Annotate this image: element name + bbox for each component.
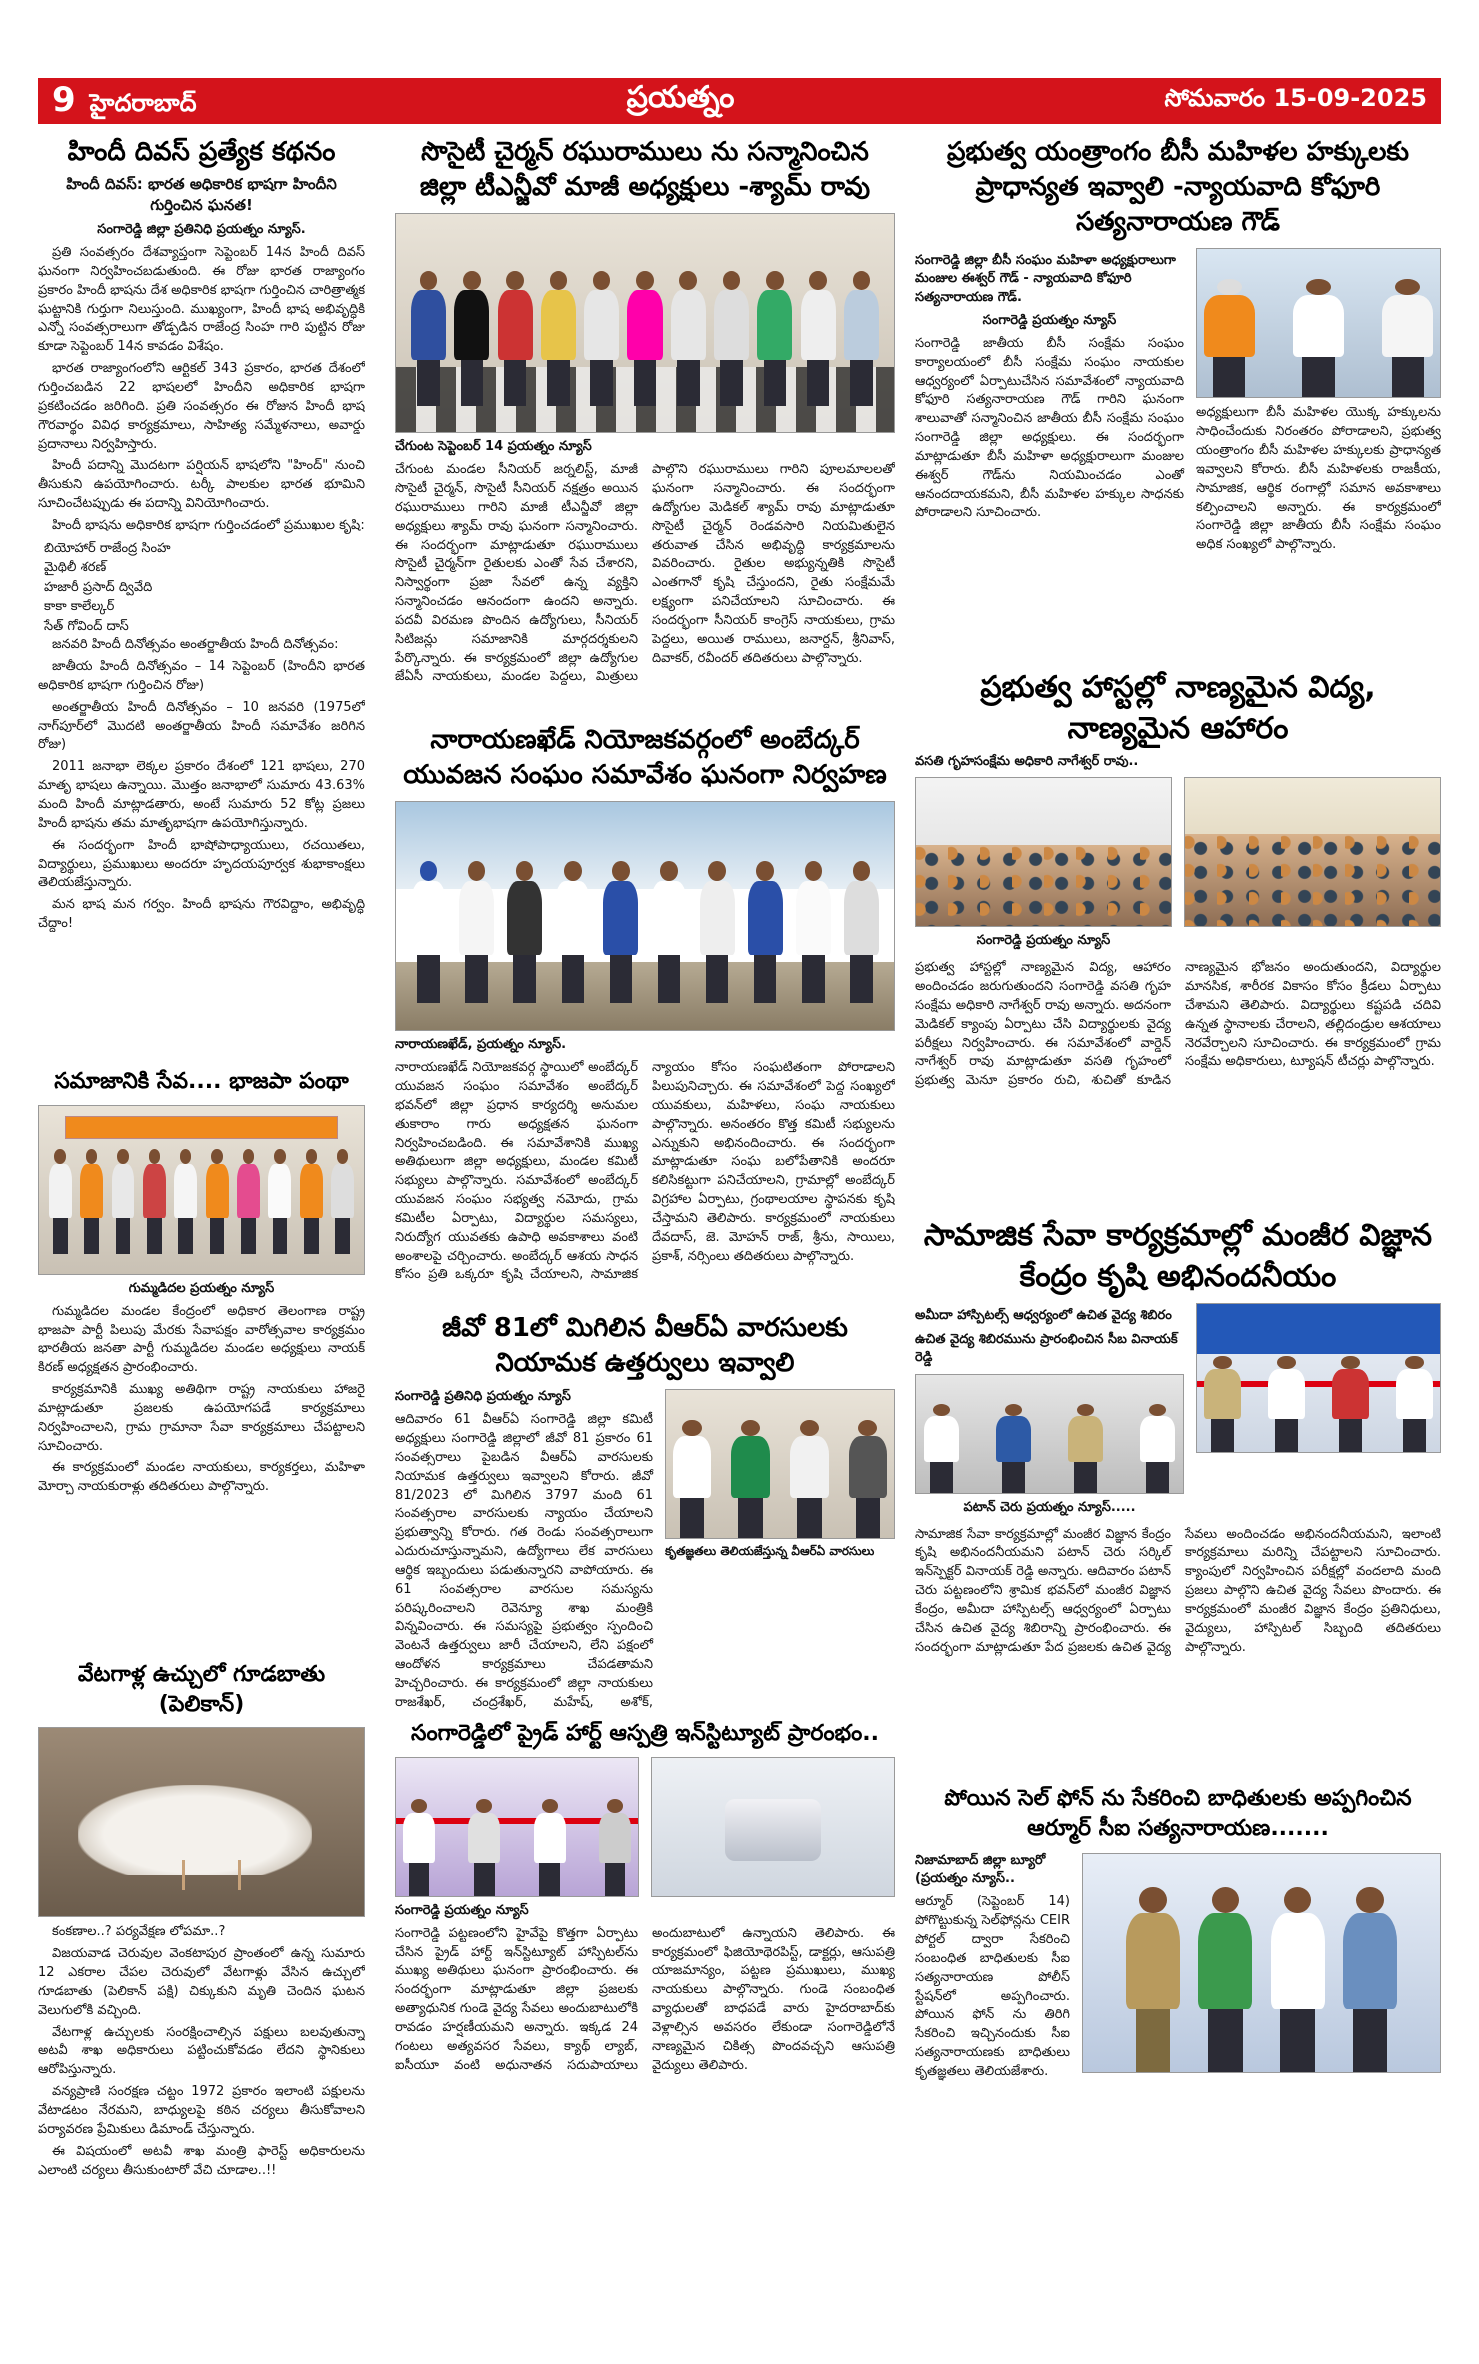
paragraph: విజయవాడ చెరువుల వెంకటాపుర ప్రాంతంలో ఉన్న సుమారు 12 ఎకరాల చేపల చెరువులో వేటగాళ్లు వేసిన ఉచ్చులో గూడబాతు (పెలికాన్ పక్షి) చిక్కుకుని మృతి చెందిన ఘటన వెలుగులోకి వచ్చింది. bbox=[38, 1946, 365, 2018]
headline: సొసైటీ చైర్మన్ రఘురాములు ను సన్మానించిన జిల్లా టీఎన్జీవో మాజీ అధ్యక్షులు -శ్యామ్ రావు bbox=[419, 137, 871, 203]
kicker: హిందీ దివస్: భారత అధికారిక భాషగా హిందీని గుర్తించిన ఘనత! bbox=[66, 175, 337, 215]
byline: చేగుంట సెప్టెంబర్ 14 ప్రయత్నం న్యూస్ bbox=[395, 439, 592, 455]
list-item: కాకా కాలేల్కర్ bbox=[44, 599, 115, 615]
phone-handover-photo bbox=[1082, 1853, 1441, 2073]
byline: సంగారెడ్డి ప్రయత్నం న్యూస్ bbox=[976, 933, 1111, 949]
paragraph: హిందీ భాషను అధికారిక భాషగా గుర్తించడంలో ప్రముఖుల కృషి: bbox=[52, 517, 365, 533]
hostel-right bbox=[1184, 777, 1441, 955]
list-item: హజారీ ప్రసాద్ ద్వివేది bbox=[44, 579, 153, 595]
article-go81 bbox=[395, 1311, 895, 1711]
photo-caption: కృతజ్ఞతలు తెలియజేస్తున్న వీఆర్ఏ వారసులు bbox=[665, 1544, 875, 1559]
society-group-photo bbox=[395, 213, 895, 433]
manjeera-right bbox=[1196, 1303, 1441, 1522]
go81-photo bbox=[665, 1389, 895, 1539]
article-body bbox=[38, 1303, 365, 1497]
bc-text-right bbox=[1196, 248, 1441, 555]
kicker: అమీదా హాస్పిటల్స్ ఆధ్వర్యంలో ఉచిత వైద్య శిబిరం bbox=[915, 1308, 1172, 1323]
list-item: మైథిలీ శరణ్ bbox=[44, 560, 107, 576]
article-body: ప్రభుత్వ హాస్టల్లో నాణ్యమైన విద్య, ఆహారం అందించడం జరుగుతుందని సంగారెడ్డి వసతి గృహ సంక్షేమ అధికారి నాగేశ్వర్ రావు అన్నారు. అదనంగా మెడికల్ క్యాంపు ఏర్పాటు చేసి విద్యార్థులకు వైద్య పరీక్షలు నిర్వహించారు. ఈ సమావేశంలో వార్డెన్ నాగేశ్వర్ రావు మాట్లాడుతూ వసతి గృహంలో ప్రభుత్వ మెనూ ప్రకారం రుచి, శుచితో కూడిన నాణ్యమైన భోజనం అందుతుందని, విద్యార్థుల మానసిక, శారీరక వికాసం కోసం క్రీడలు ఏర్పాటు చేశామని తెలిపారు. విద్యార్థులు కష్టపడి చదివి ఉన్నత స్థానాలకు చేరాలని, తల్లిదండ్రుల ఆశయాలు నెరవేర్చాలని సూచించారు. ఈ కార్యక్రమంలో గ్రామ సంక్షేమ అధికారులు, ట్యూషన్ టీచర్లు పాల్గొన్నారు. bbox=[915, 960, 1441, 1089]
paragraph: కంకణాల..? పర్యవేక్షణ లోపమా..? bbox=[52, 1924, 226, 1940]
paragraph: ఈ కార్యక్రమంలో మండల నాయకులు, కార్యకర్తలు, మహిళా మోర్చా నాయకురాళ్లు తదితరులు పాల్గొన్నారు. bbox=[38, 1460, 365, 1495]
article-body: సంగారెడ్డి జాతీయ బీసీ సంక్షేమ సంఘం కార్యాలయంలో బీసీ సంక్షేమ సంఘం నాయకుల ఆధ్వర్యంలో ఏర్పాటుచేసిన సమావేశంలో న్యాయవాది కోఫూరి సత్యనారాయణ గౌడ్ గారిని ఘనంగా శాలువాతో సన్మానించిన జాతీయ బీసీ సంక్షేమ సంఘం సంగారెడ్డి జిల్లా అధ్యక్షులు. ఈ సందర్భంగా మాట్లాడుతూ బీసీ మహిళా అధ్యక్షురాలుగా మంజుల ఈశ్వర్ గౌడ్‌ను నియమించడం ఎంతో ఆనందదాయకమని, బీసీ మహిళల హక్కుల సాధనకు పోరాడాలని సూచించారు. bbox=[915, 335, 1184, 521]
hostel-content bbox=[915, 777, 1441, 955]
phone-content bbox=[915, 1853, 1441, 2081]
phone-text bbox=[915, 1853, 1070, 2081]
hostel-left bbox=[915, 777, 1172, 955]
manjeera-content bbox=[915, 1303, 1441, 1522]
edition-date: సోమవారం 15-09-2025 bbox=[1164, 84, 1427, 112]
article-body: ఆర్మూర్ (సెప్టెంబర్ 14) పోగొట్టుకున్న సెల్‌ఫోన్లను CEIR పోర్టల్ ద్వారా సేకరించి సంబంధిత బాధితులకు సీఐ సత్యనారాయణ పోలీస్ స్టేషన్‌లో అప్పగించారు. పోయిన ఫోన్ ను తిరిగి సేకరించి ఇచ్చినందుకు సీఐ సత్యనారాయణకు బాధితులు కృతజ్ఞతలు తెలియజేశారు. bbox=[915, 1894, 1070, 2079]
paragraph: గుమ్మడిదల మండల కేంద్రంలో అధికార తెలంగాణ రాష్ట్ర భాజపా పార్టీ పిలుపు మేరకు సేవాపక్షం వారోత్సవాల కార్యక్రమం భారతీయ జనతా పార్టీ గుమ్మడిదల మండల అధ్యక్షులు నాయక్ కిరణ్ అధ్యక్షతన ప్రారంభించారు. bbox=[38, 1303, 365, 1376]
paragraph: 2011 జనాభా లెక్కల ప్రకారం దేశంలో 121 భాషలు, 270 మాతృ భాషలు ఉన్నాయి. మొత్తం జనాభాలో సుమారు 43.63% మంది హిందీ మాట్లాడతారు, అంటే సుమారు 52 కోట్ల ప్రజలు హిందీ భాషను తమ మాతృభాషగా ఉపయోగిస్తున్నారు. bbox=[38, 759, 365, 831]
edition-city: హైదరాబాద్ bbox=[89, 88, 197, 117]
go81-photo-block bbox=[665, 1389, 895, 1711]
masthead-left bbox=[52, 80, 197, 123]
bc-content bbox=[915, 248, 1441, 555]
byline: సంగారెడ్డి ప్రయత్నం న్యూస్ bbox=[982, 312, 1117, 328]
bc-text-left bbox=[915, 248, 1184, 555]
article-bjp-seva bbox=[38, 1067, 365, 1652]
bjp-group-photo bbox=[38, 1105, 365, 1275]
paragraph: వన్యప్రాణి సంరక్షణ చట్టం 1972 ప్రకారం ఇలాంటి పక్షులను వేటాడటం నేరమని, బాధ్యులపై కఠిన చర్యలు తీసుకోవాలని పర్యావరణ ప్రేమికులు డిమాండ్ చేస్తున్నారు. bbox=[38, 2084, 365, 2137]
byline: గుమ్మడిదల ప్రయత్నం న్యూస్ bbox=[128, 1280, 275, 1296]
article-body: నారాయణఖేడ్ నియోజకవర్గ స్థాయిలో అంబేద్కర్ యువజన సంఘం సమావేశం అంబేద్కర్ భవన్‌లో జిల్లా ప్రధాన కార్యదర్శి అనుమల తుకారాం గారు అధ్యక్షతన ఘనంగా నిర్వహించబడింది. ఈ సమావేశానికి ముఖ్య అతిథులుగా జిల్లా అధ్యక్షులు, మండల కమిటీ సభ్యులు పాల్గొన్నారు. సమావేశంలో అంబేద్కర్ యువజన సంఘం సభ్యత్వ నమోదు, గ్రామ కమిటీల ఏర్పాటు, విద్యార్థుల సమస్యలు, నిరుద్యోగ యువతకు ఉపాధి అవకాశాలు వంటి అంశాలపై చర్చించారు. అంబేద్కర్ ఆశయ సాధన కోసం ప్రతి ఒక్కరూ కృషి చేయాలని, సామాజిక న్యాయం కోసం సంఘటితంగా పోరాడాలని పిలుపునిచ్చారు. ఈ సమావేశంలో పెద్ద సంఖ్యలో యువకులు, మహిళలు, సంఘ నాయకులు పాల్గొన్నారు. అనంతరం కొత్త కమిటీ సభ్యులను ఎన్నుకుని అభినందించారు. ఈ సందర్భంగా మాట్లాడుతూ సంఘ బలోపేతానికి అందరూ కలిసికట్టుగా పనిచేయాలని, గ్రామాల్లో అంబేద్కర్ విగ్రహాల ఏర్పాటు, గ్రంథాలయాల స్థాపనకు కృషి చేస్తామని తెలిపారు. కార్యక్రమంలో నాయకులు దేవదాస్, జె. మోహన్ రాజ్, శ్రీను, సాయిలు, ప్రకాశ్, నర్సింలు తదితరులు పాల్గొన్నారు. bbox=[395, 1060, 895, 1283]
headline: సంగారెడ్డిలో ప్రైడ్ హార్ట్ ఆస్పత్రి ఇన్‌స్టిట్యూట్ ప్రారంభం.. bbox=[411, 1721, 879, 1746]
article-body bbox=[38, 244, 365, 536]
go81-text bbox=[395, 1389, 653, 1711]
article-ambedkar bbox=[395, 723, 895, 1303]
headline: ప్రభుత్వ యంత్రాంగం బీసీ మహిళల హక్కులకు ప్రాధాన్యత ఇవ్వాలి -న్యాయవాది కోఫూరి సత్యనారాయణ గౌడ్ bbox=[946, 137, 1409, 238]
article-cell-phone bbox=[915, 1784, 1441, 2354]
kicker: వసతి గృహసంక్షేమ అధికారి నాగేశ్వర్ రావు.. bbox=[915, 754, 1139, 769]
manjeera-left bbox=[915, 1303, 1184, 1522]
byline: సంగారెడ్డి ప్రయత్నం న్యూస్ bbox=[395, 1902, 529, 1918]
article-body-2: అధ్యక్షులుగా బీసీ మహిళల యొక్క హక్కులను సాధించేందుకు నిరంతరం పోరాడాలని, ప్రభుత్వ యంత్రాంగం బీసీ మహిళల హక్కులకు ప్రాధాన్యత ఇవ్వాలని కోరారు. బీసీ మహిళలకు రాజకీయ, సామాజిక, ఆర్థిక రంగాల్లో సమాన అవకాశాలు కల్పించాలని అన్నారు. ఈ కార్యక్రమంలో సంగారెడ్డి జిల్లా జాతీయ బీసీ సంక్షేమ సంఘం అధిక సంఖ్యలో పాల్గొన్నారు. bbox=[1196, 405, 1441, 553]
paragraph: జాతీయ హిందీ దినోత్సవం – 14 సెప్టెంబర్ (హిందీని భారత అధికారిక భాషగా గుర్తించిన రోజు) bbox=[38, 659, 365, 693]
hospital-photos bbox=[395, 1757, 895, 1897]
byline: సంగారెడ్డి ప్రతినిధి ప్రయత్నం న్యూస్ bbox=[395, 1389, 571, 1405]
column-right bbox=[915, 135, 1441, 2354]
ambedkar-group-photo bbox=[395, 801, 895, 1031]
paragraph: ప్రతి సంవత్సరం దేశవ్యాప్తంగా సెప్టెంబర్ 14న హిందీ దివస్ ఘనంగా నిర్వహించబడుతుంది. ఈ రోజు భారత రాజ్యాంగం ప్రకారం హిందీ భాషను దేశ అధికారిక భాషగా గుర్తించిన చారిత్రాత్మక ఘట్టానికి గుర్తుగా నిలుస్తుంది. ముఖ్యంగా, హిందీ భాష అభివృద్ధికి ఎన్నో సంవత్సరాలుగా తోడ్పడిన రాజేంద్ర సింహ గారి పుట్టిన రోజు కూడా సెప్టెంబర్ 14న కావడం విశేషం. bbox=[38, 245, 365, 355]
paragraph: కార్యక్రమానికి ముఖ్య అతిథిగా రాష్ట్ర నాయకులు హాజరై మాట్లాడుతూ ప్రజలకు ఉపయోగపడే కార్యక్రమాలు నిర్వహించాలని, గ్రామ గ్రామానా సేవా కార్యక్రమాలు చేపట్టాలని సూచించారు. bbox=[38, 1382, 365, 1454]
column-center bbox=[395, 135, 895, 2354]
headline: ప్రభుత్వ హాస్టల్లో నాణ్యమైన విద్య, నాణ్యమైన ఆహారం bbox=[980, 670, 1376, 746]
headline: పోయిన సెల్ ఫోన్ ను సేకరించి బాధితులకు అప్పగించిన ఆర్మూర్ సీఐ సత్యనారాయణ....... bbox=[944, 1786, 1412, 1841]
headline: హిందీ దివస్ ప్రత్యేక కథనం bbox=[67, 137, 336, 167]
headline: సమాజానికి సేవ.... భాజపా పంథా bbox=[54, 1069, 349, 1094]
hospital-equipment-photo bbox=[651, 1757, 895, 1897]
article-body: ఆదివారం 61 వీఆర్ఏ సంగారెడ్డి జిల్లా కమిటీ అధ్యక్షులు సంగారెడ్డి జిల్లాలో జీవో 81 ప్రకారం 61 సంవత్సరాలు పైబడిన వీఆర్ఏ వారసులకు నియామక ఉత్తర్వులు ఇవ్వాలని కోరారు. జీవో 81/2023 లో మిగిలిన 3797 మంది 61 సంవత్సరాల వారసులకు న్యాయం చేయాలని ప్రభుత్వాన్ని కోరారు. గత రెండు సంవత్సరాలుగా ఎదురుచూస్తున్నామని, ఉద్యోగాలు లేక వారసులు ఆర్థిక ఇబ్బందులు పడుతున్నారని వాపోయారు. ఈ 61 సంవత్సరాల వారసుల సమస్యను పరిష్కరించాలని రెవెన్యూ శాఖ మంత్రికి విన్నవించారు. ఈ సమస్యపై ప్రభుత్వం స్పందించి వెంటనే ఉత్తర్వులు జారీ చేయాలని, లేని పక్షంలో ఆందోళన కార్యక్రమాలు చేపడతామని హెచ్చరించారు. ఈ కార్యక్రమంలో జిల్లా నాయకులు రాజశేఖర్, చంద్రశేఖర్, మహేష్, అశోక్, bbox=[395, 1412, 653, 1710]
article-manjeera bbox=[915, 1216, 1441, 1776]
bc-women-photo bbox=[1196, 248, 1441, 398]
medical-camp-photo bbox=[915, 1374, 1184, 1494]
paragraph: హిందీ పదాన్ని మొదటగా పర్షియన్ భాషలోని "హింద్" నుంచి తీసుకుని ఉపయోగించారు. టర్కీ పాలకుల భారత భూమిని సూచించేటప్పుడు ఈ పదాన్ని వినియోగించారు. bbox=[38, 458, 365, 512]
article-pelican bbox=[38, 1660, 365, 2354]
headline: జీవో 81లో మిగిలిన వీఆర్ఏ వారసులకు నియామక ఉత్తర్వులు ఇవ్వాలి bbox=[442, 1313, 848, 1379]
masthead-bar bbox=[38, 78, 1441, 124]
paragraph: ఈ విషయంలో అటవీ శాఖ మంత్రి ఫారెస్ట్ అధికారులను ఎలాంటి చర్యలు తీసుకుంటారో వేచి చూడాల..!! bbox=[38, 2143, 365, 2178]
article-pride-heart bbox=[395, 1719, 895, 2354]
paragraph: అంతర్జాతీయ హిందీ దినోత్సవం – 10 జనవరి (1975లో నాగ్‌పూర్‌లో మొదటి అంతర్జాతీయ హిందీ సమావేశం జరిగిన రోజు) bbox=[38, 699, 365, 753]
article-body: చేగుంట మండల సీనియర్ జర్నలిస్ట్, మాజీ సొసైటీ చైర్మన్, సొసైటీ సీనియర్ నక్షత్రం అయిన రఘురాములు గారిని మాజీ టీఎన్జీవో జిల్లా అధ్యక్షులు శ్యామ్ రావు ఘనంగా సన్మానించారు. ఈ సందర్భంగా మాట్లాడుతూ రఘురాములు సొసైటీ చైర్మన్‌గా రైతులకు ఎంతో సేవ చేశారని, నిస్వార్థంగా ప్రజా సేవలో ఉన్న వ్యక్తిని సన్మానించడం ఆనందంగా ఉందని అన్నారు. పదవీ విరమణ పొందిన ఉద్యోగులు, సీనియర్ సిటిజన్లు సమాజానికి మార్గదర్శకులని పేర్కొన్నారు. ఈ కార్యక్రమంలో జిల్లా ఉద్యోగుల జేఏసీ నాయకులు, మండల పెద్దలు, మిత్రులు పాల్గొని రఘురాములు గారిని పూలమాలలతో ఘనంగా సన్మానించారు. ఈ సందర్భంగా ఉద్యోగుల మెడికల్ శ్యామ్ రావు మాట్లాడుతూ సొసైటీ చైర్మన్ రెండవసారి నియమితులైన తరువాత చేసిన అభివృద్ధి కార్యక్రమాలను వివరించారు. రైతుల అభ్యున్నతికి సొసైటీ ఎంతగానో కృషి చేస్తుందని, రైతు సంక్షేమమే లక్ష్యంగా పనిచేయాలని సూచించారు. ఈ సందర్భంగా సీనియర్ కాంగ్రెస్ నాయకులు, గ్రామ పెద్దలు, అయిత రాములు, జనార్దన్, శ్రీనివాస్, దివాకర్, రవీందర్ తదితరులు పాల్గొన్నారు. bbox=[395, 462, 895, 685]
article-body bbox=[38, 1923, 365, 2180]
article-body-2 bbox=[38, 636, 365, 934]
hostel-students-photo bbox=[1184, 777, 1441, 927]
article-society-chairman bbox=[395, 135, 895, 715]
byline: పటాన్ చెరు ప్రయత్నం న్యూస్..... bbox=[963, 1499, 1136, 1515]
ribbon-cutting-photo bbox=[1196, 1303, 1441, 1453]
paper-name: ప్రయత్నం bbox=[626, 80, 735, 115]
paragraph: భారత రాజ్యాంగంలోని ఆర్టికల్ 343 ప్రకారం, భారత దేశంలో గుర్తించబడిన 22 భాషలలో హిందీని అధికారిక భాషగా ప్రకటించడం జరిగింది. ప్రతి సంవత్సరం ఈ రోజున హిందీ భాష గౌరవార్థం వివిధ కార్యక్రమాలు, సాహిత్య సమ్మేళనాలు, అవార్డు ప్రదానాలు నిర్వహిస్తారు. bbox=[38, 361, 365, 452]
byline: సంగారెడ్డి జిల్లా ప్రతినిధి ప్రయత్నం న్యూస్. bbox=[97, 222, 306, 238]
headline: సామాజిక సేవా కార్యక్రమాల్లో మంజీర విజ్ఞాన కేంద్రం కృషి అభినందనీయం bbox=[923, 1218, 1433, 1294]
list-item: బియోహార్ రాజేంద్ర సింహ bbox=[44, 540, 171, 556]
list-item: సేత్ గోవింద్ దాస్ bbox=[44, 618, 129, 634]
hospital-inauguration-photo bbox=[395, 1757, 639, 1897]
contributors-list bbox=[38, 539, 365, 637]
hostel-medical-camp-photo bbox=[915, 777, 1172, 927]
paragraph: జనవరి హిందీ దినోత్సవం అంతర్జాతీయ హిందీ దినోత్సవం: bbox=[52, 637, 339, 653]
go81-content bbox=[395, 1389, 895, 1711]
article-bc-women bbox=[915, 135, 1441, 660]
article-body: సంగారెడ్డి పట్టణంలోని హైవేపై కొత్తగా ఏర్పాటు చేసిన ప్రైడ్ హార్ట్ ఇన్‌స్టిట్యూట్ హాస్పిటల్‌ను ముఖ్య అతిథులు ఘనంగా ప్రారంభించారు. ఈ సందర్భంగా మాట్లాడుతూ జిల్లా ప్రజలకు అత్యాధునిక గుండె వైద్య సేవలు అందుబాటులోకి రావడం హర్షణీయమని అన్నారు. ఇక్కడ 24 గంటలు అత్యవసర సేవలు, క్యాథ్ ల్యాబ్, ఐసీయూ వంటి అధునాతన సదుపాయాలు అందుబాటులో ఉన్నాయని తెలిపారు. ఈ కార్యక్రమంలో ఫిజియోథెరపిస్ట్, డాక్టర్లు, ఆసుపత్రి యాజమాన్యం, పట్టణ ప్రముఖులు, ముఖ్య నాయకులు పాల్గొన్నారు. గుండె సంబంధిత వ్యాధులతో బాధపడే వారు హైదరాబాద్‌కు వెళ్లాల్సిన అవసరం లేకుండా సంగారెడ్డిలోనే నాణ్యమైన చికిత్స పొందవచ్చని ఆసుపత్రి వైద్యులు తెలిపారు. bbox=[395, 1925, 895, 2073]
article-hostel bbox=[915, 668, 1441, 1208]
paragraph: మన భాష మన గర్వం. హిందీ భాషను గౌరవిద్దాం, అభివృద్ధి చేద్దాం! bbox=[38, 897, 365, 932]
article-body: సామాజిక సేవా కార్యక్రమాల్లో మంజీర విజ్ఞాన కేంద్రం కృషి అభినందనీయమని పటాన్ చెరు సర్కిల్ ఇన్‌స్పెక్టర్ వినాయక్ రెడ్డి అన్నారు. ఆదివారం పటాన్ చెరు పట్టణంలోని శ్రామిక భవన్‌లో మంజీర విజ్ఞాన కేంద్రం, అమీదా హాస్పిటల్స్ ఆధ్వర్యంలో ఏర్పాటు చేసిన ఉచిత వైద్య శిబిరాన్ని ప్రారంభించారు. ఈ సందర్భంగా మాట్లాడుతూ పేద ప్రజలకు ఉచిత వైద్య సేవలు అందించడం అభినందనీయమని, ఇలాంటి కార్యక్రమాలు మరిన్ని చేపట్టాలని సూచించారు. క్యాంపులో నిర్వహించిన పరీక్షల్లో వందలాది మంది ప్రజలు పాల్గొని ఉచిత వైద్య సేవలు పొందారు. ఈ కార్యక్రమంలో మంజీర విజ్ఞాన కేంద్రం ప్రతినిధులు, వైద్యులు, హాస్పిటల్ సిబ్బంది తదితరులు పాల్గొన్నారు. bbox=[915, 1526, 1441, 1655]
article-hindi-divas bbox=[38, 135, 365, 1060]
paragraph: వేటగాళ్ల ఉచ్చులకు సంరక్షించాల్సిన పక్షులు బలవుతున్నా అటవీ శాఖ అధికారులు పట్టించుకోవడం లేదని స్థానికులు ఆరోపిస్తున్నారు. bbox=[38, 2024, 365, 2078]
headline: నారాయణఖేడ్ నియోజకవర్గంలో అంబేద్కర్ యువజన సంఘం సమావేశం ఘనంగా నిర్వహణ bbox=[403, 725, 887, 791]
page-number: 9 bbox=[52, 79, 76, 120]
byline: నిజామాబాద్ జిల్లా బ్యూరో (ప్రయత్నం న్యూస్.. bbox=[915, 1853, 1046, 1887]
kicker-2: ఉచిత వైద్య శిబిరమును ప్రారంభించిన సీబ వినాయక్ రెడ్డి bbox=[915, 1332, 1178, 1366]
kicker: సంగారెడ్డి జిల్లా బీసీ సంఘం మహిళా అధ్యక్షురాలుగా మంజుల ఈశ్వర్ గౌడ్ - న్యాయవాది కోఫూరి సత్యనారాయణ గౌడ్. bbox=[915, 253, 1176, 305]
headline: వేటగాళ్ల ఉచ్చులో గూడబాతు (పెలికాన్) bbox=[77, 1662, 326, 1717]
pelican-photo bbox=[38, 1727, 365, 1917]
paragraph: ఈ సందర్భంగా హిందీ భాషోపాధ్యాయులు, రచయితలు, విద్యార్థులు, ప్రముఖులు అందరూ హృదయపూర్వక శుభాకాంక్షలు తెలియజేస్తున్నారు. bbox=[38, 837, 365, 891]
byline: నారాయణఖేడ్, ప్రయత్నం న్యూస్. bbox=[395, 1037, 567, 1053]
column-left bbox=[38, 135, 365, 2354]
